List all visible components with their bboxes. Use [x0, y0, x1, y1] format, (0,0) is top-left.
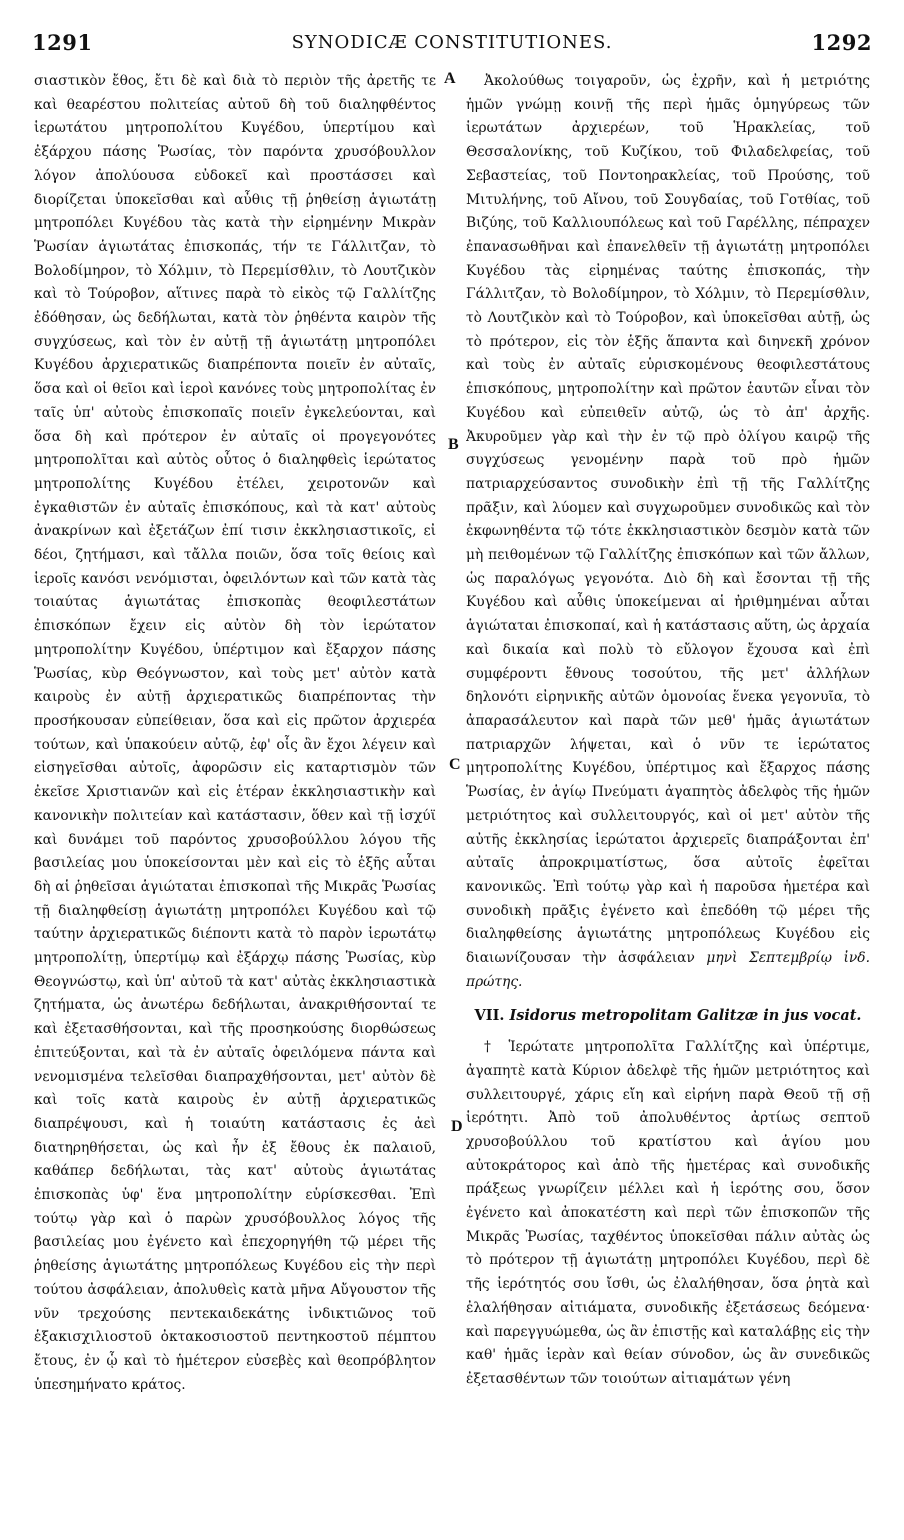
left-column	[34, 70, 436, 1512]
margin-marker-b: B	[448, 436, 459, 453]
section-number: VII.	[474, 1007, 505, 1025]
right-column-paragraph-2: † Ἱερώτατε μητροπολῖτα Γαλλίτζης καὶ ὑπέρτιμε, ἀγαπητὲ κατὰ Κύριον ἀδελφὲ τῆς ἡμῶν μετριότητος καὶ συλλειτουργέ, χάρις εἴη καὶ εἰρήνη παρὰ Θεοῦ τῇ σῇ ἱερότητι. Ἀπὸ τοῦ ἀπολυθέντος ἀρτίως σεπτοῦ χρυσοβούλλου τοῦ κρατίστου καὶ ἁγίου μου αὐτοκράτορος καὶ ἀπὸ τῆς ἡμετέρας καὶ συνοδικῆς πράξεως γνωρίζειν μέλλει καὶ ἡ ἱερότης σου, ὅσον ἐγένετο καὶ ἀποκατέστη καὶ περὶ τῶν ἐπισκοπῶν τῆς Μικρᾶς Ῥωσίας, ταχθέντος ὑποκεῖσθαι πάλιν αὐτὰς ὡς τὸ πρότερον τῇ ἁγιωτάτῃ μητροπόλει Κυγέδου, περὶ δὲ τῆς ἱερότητός σου ἴσθι, ὡς ἐλαλήθησαν, ὅσα ῥητὰ καὶ ἐλαλήθησαν αἰτιάματα, συνοδικῆς ἐξετάσεως δεόμενα· καὶ παρεγγυώμεθα, ὡς ἂν ἐπιστῇς καὶ καταλάβῃς εἰς τὴν καθ' ἡμᾶς ἱερὰν καὶ θείαν σύνοδον, ὡς ἂν συνεδικῶς ἐξετασθέντων τῶν τοιούτων αἰτιαμάτων γένη	[466, 1039, 870, 1387]
section-heading	[466, 1004, 870, 1028]
margin-marker-c: C	[449, 756, 461, 773]
paragraph-1-text: Ἀκολούθως τοιγαροῦν, ὡς ἐχρῆν, καὶ ἡ μετριότης ἡμῶν γνώμῃ κοινῇ τῆς περὶ ἡμᾶς ὁμηγύρεως τῶν ἱερωτάτων ἀρχιερέων, τοῦ Ἡρακλείας, τοῦ Θεσσαλονίκης, τοῦ Κυζίκου, τοῦ Φιλαδελφείας, τοῦ Σεβαστείας, τοῦ Ποντοηρακλείας, τοῦ Προύσης, τοῦ Μιτυλήνης, τοῦ Αἴνου, τοῦ Σουγδαίας, τοῦ Γοτθίας, τοῦ Βιζύης, τοῦ Καλλιουπόλεως καὶ τοῦ Γαρέλλης, πέπραχεν ἐπανασωθῆναι καὶ ἐπανελθεῖν τῇ ἁγιωτάτῃ μητροπόλει Κυγέδου τὰς εἰρημένας ταύτης ἐπισκοπάς, τὴν Γάλλιτζαν, τὸ Βολοδίμηρον, τὸ Χόλμιν, τὸ Περεμίσθλιν, τὸ Λουτζικὸν καὶ τὸ Τούροβον, καὶ ὑποκεῖσθαι αὐτῇ, ὡς τὸ πρότερον, εἰς τὸν ἑξῆς ἅπαντα καὶ διηνεκῆ χρόνον καὶ τοὺς ἐν αὐταῖς εὑρισκομένους θεοφιλεστάτους ἐπισκόπους, μητροπολίτην καὶ πρῶτον ἑαυτῶν εἶναι τὸν Κυγέδου καὶ εὐπειθεῖν αὐτῷ, ὡς τὸ ἀπ' ἀρχῆς. Ἀκυροῦμεν γὰρ καὶ τὴν ἐν τῷ πρὸ ὀλίγου καιρῷ τῆς συγχύσεως γενομένην παρὰ τοῦ πρὸ ἡμῶν πατριαρχεύσαντος συνοδικὴν ἐπὶ τῇ τῆς Γαλλίτζης πρᾶξιν, καὶ λύομεν καὶ συγχωροῦμεν συνοδικῶς καὶ τὸν ἐκφωνηθέντα τῷ τότε ἐκκλησιαστικὸν δεσμὸν κατὰ τῶν μὴ πειθομένων τῷ Γαλλίτζης ἐπισκόπων καὶ τῶν ἄλλων, ὡς παραλόγως γεγονότα. Διὸ δὴ καὶ ἔσονται τῇ τῆς Κυγέδου καὶ αὖθις ὑποκείμεναι αἱ ἠριθμημέναι αὗται ἁγιώταται ἐπισκοπαί, καὶ ἡ κατάστασις αὕτη, ὡς ἀρχαία καὶ δικαία καὶ πολὺ τὸ εὔλογον ἔχουσα καὶ ἐπὶ συμφέροντι ἔθνους τοσούτου, τῆς μετ' ἀλλήλων δηλονότι εἰρηνικῆς αὐτῶν ὁμονοίας ἕνεκα γεγονυῖα, τὸ ἀπαρασάλευτον καὶ παρὰ τῶν μεθ' ἡμᾶς ἁγιωτάτων πατριαρχῶν λήψεται, καὶ ὁ νῦν τε ἱερώτατος μητροπολίτης Κυγέδου, ὑπέρτιμος καὶ ἔξαρχος πάσης Ῥωσίας, ἐν ἁγίῳ Πνεύματι ἀγαπητὸς ἀδελφὸς τῆς ἡμῶν μετριότητος καὶ συλλειτουργός, καὶ οἱ μετ' αὐτὸν τῆς αὐτῆς ἐκκλησίας ἱερώτατοι ἀρχιερεῖς διαπράξονται ἐπ' αὐταῖς ἀπροκριματίστως, ὅσα αὐτοῖς ἐφεῖται κανονικῶς. Ἐπὶ τούτῳ γὰρ καὶ ἡ παροῦσα ἡμετέρα καὶ συνοδικὴ πρᾶξις ἐγένετο καὶ ἐπεδόθη τῷ μέρει τῆς διαληφθείσης ἁγιωτάτης μητροπόλεως Κυγέδου εἰς διαιωνίζουσαν τὴν ἀσφάλειαν	[466, 73, 870, 967]
running-title: SYNODICÆ CONSTITUTIONES.	[291, 32, 613, 53]
margin-marker-d: D	[451, 1118, 463, 1135]
right-column	[466, 70, 870, 1512]
page-number-left: 1291	[32, 30, 93, 55]
paragraph-1-date: μηνὶ Σεπτεμβρίῳ ἰνδ. πρώτης.	[466, 950, 870, 990]
margin-marker-a: A	[444, 70, 456, 87]
right-column-paragraph-1	[466, 70, 870, 994]
page-number-right: 1292	[811, 30, 872, 55]
page-header	[32, 30, 872, 60]
left-column-text: σιαστικὸν ἔθος, ἔτι δὲ καὶ διὰ τὸ περιὸν τῆς ἀρετῆς τε καὶ θεαρέστου πολιτείας αὐτοῦ δὴ τοῦ διαληφθέντος ἱερωτάτου μητροπολίτου Κυγέδου, ὑπερτίμου καὶ ἐξάρχου πάσης Ῥωσίας, τὸν παρόντα χρυσόβουλλον λόγον ἀπολύουσα εὐδοκεῖ καὶ προστάσσει καὶ διορίζεται ὑποκεῖσθαι καὶ αὖθις τῇ ῥηθείσῃ ἁγιωτάτῃ μητροπόλει Κυγέδου τὰς κατὰ τὴν εἰρημένην Μικρὰν Ῥωσίαν ἁγιωτάτας ἐπισκοπάς, τήν τε Γάλλιτζαν, τὸ Βολοδίμηρον, τὸ Χόλμιν, τὸ Περεμίσθλιν, τὸ Λουτζικὸν καὶ τὸ Τούροβον, αἵτινες παρὰ τὸ εἰκὸς τῷ Γαλλίτζης ἐδόθησαν, ὡς δεδήλωται, κατὰ τὸν ῥηθέντα καιρὸν τῆς συγχύσεως, καὶ τὸν ἐν αὐτῇ τῇ ἁγιωτάτῃ μητροπόλει Κυγέδου ἀρχιερατικῶς διαπρέποντα ποιεῖν ἐν αὐταῖς, ὅσα καὶ οἱ θεῖοι καὶ ἱεροὶ κανόνες τοὺς μητροπολίτας ἐν ταῖς ὑπ' αὐτοὺς ἐπισκοπαῖς ποιεῖν ἐγκελεύονται, καὶ ὅσα δὴ καὶ πρότερον ἐν αὐταῖς οἱ προγεγονότες μητροπολῖται καὶ αὐτὸς οὗτος ὁ διαληφθεὶς ἱερώτατος μητροπολίτης Κυγέδου ἐτέλει, χειροτονῶν καὶ ἐγκαθιστῶν ἐν αὐταῖς ἐπισκόπους, καὶ τὰ κατ' αὐτοὺς ἀνακρίνων καὶ ἐξετάζων ἐπί τισιν ἐκκλησιαστικοῖς, εἰ δέοι, ζητήμασι, καὶ τἄλλα ποιῶν, ὅσα τοῖς θείοις καὶ ἱεροῖς κανόσι νενόμισται, ὀφειλόντων καὶ τῶν κατὰ τὰς τοιαύτας ἁγιωτάτας ἐπισκοπὰς θεοφιλεστάτων ἐπισκόπων ἔχειν εἰς αὐτὸν δὴ τὸν ἱερώτατον μητροπολίτην Κυγέδου, ὑπέρτιμον καὶ ἔξαρχον πάσης Ῥωσίας, κὺρ Θεόγνωστον, καὶ τοὺς μετ' αὐτὸν κατὰ καιροὺς ἐν αὐτῇ ἀρχιερατικῶς διαπρέποντας τὴν προσήκουσαν εὐπείθειαν, ὅσα καὶ εἰς πρῶτον ἀρχιερέα τούτων, καὶ ὑπακούειν αὐτῷ, ἐφ' οἷς ἂν ἔχοι λέγειν καὶ εἰσηγεῖσθαι αὐτοῖς, ἀφορῶσιν εἰς καταρτισμὸν τῶν ἐκεῖσε Χριστιανῶν καὶ εἰς ἑτέραν ἐκκλησιαστικὴν καὶ κανονικὴν πολιτείαν καὶ κατάστασιν, ὅθεν καὶ τῇ ἰσχύϊ καὶ δυνάμει τοῦ παρόντος χρυσοβούλλου λόγου τῆς βασιλείας μου ὑποκείσονται μὲν καὶ εἰς τὸ ἑξῆς αὗται δὴ αἱ ῥηθεῖσαι ἁγιώταται ἐπισκοπαὶ τῆς Μικρᾶς Ῥωσίας τῇ διαληφθείσῃ ἁγιωτάτῃ μητροπόλει Κυγέδου καὶ τῷ ταύτην ἀρχιερατικῶς διέποντι κατὰ τὸ παρὸν ἱερωτάτῳ μητροπολίτῃ, ὑπερτίμῳ καὶ ἐξάρχῳ πάσης Ῥωσίας, κὺρ Θεογνώστῳ, καὶ ὑπ' αὐτοῦ τὰ κατ' αὐτὰς ἐκκλησιαστικὰ ζητήματα, ὡς ἀνωτέρω δεδήλωται, ἀνακριθήσονταί τε καὶ ἐξετασθήσονται, καὶ τῆς προσηκούσης διορθώσεως ἐπιτεύξονται, καὶ τὰ ἐν αὐταῖς ὀφειλόμενα πάντα καὶ νενομισμένα τελεῖσθαι διαπραχθήσονται, μετ' αὐτὸν δὲ καὶ τοῖς κατὰ καιροὺς ἐν αὐτῇ ἀρχιερατικῶς διαπρέψουσι, καὶ ἡ τοιαύτη κατάστασις ἐς ἀεὶ διατηρηθήσεται, ὡς καὶ ἦν ἐξ ἔθους ἐκ παλαιοῦ, καθάπερ δεδήλωται, τὰς κατ' αὐτοὺς ἁγιωτάτας ἐπισκοπὰς ὑφ' ἕνα μητροπολίτην εὑρίσκεσθαι. Ἐπὶ τούτῳ γὰρ καὶ ὁ παρὼν χρυσόβουλλος λόγος τῆς βασιλείας μου ἐγένετο καὶ ἐπεχορηγήθη τῷ μέρει τῆς ῥηθείσης ἁγιωτάτης μητροπόλεως Κυγέδου εἰς τὴν περὶ τούτου ἀσφάλειαν, ἀπολυθεὶς κατὰ μῆνα Αὔγουστον τῆς νῦν τρεχούσης πεντεκαιδεκάτης ἰνδικτιῶνος τοῦ ἑξακισχιλιοστοῦ ὀκτακοσιοστοῦ πεντηκοστοῦ πέμπτου ἔτους, ἐν ᾧ καὶ τὸ ἡμέτερον εὐσεβὲς καὶ θεοπρόβλητον ὑπεσημήνατο κράτος.	[34, 73, 436, 1393]
section-title: Isidorus metropolitam Galitzæ in jus vocat.	[509, 1007, 862, 1025]
